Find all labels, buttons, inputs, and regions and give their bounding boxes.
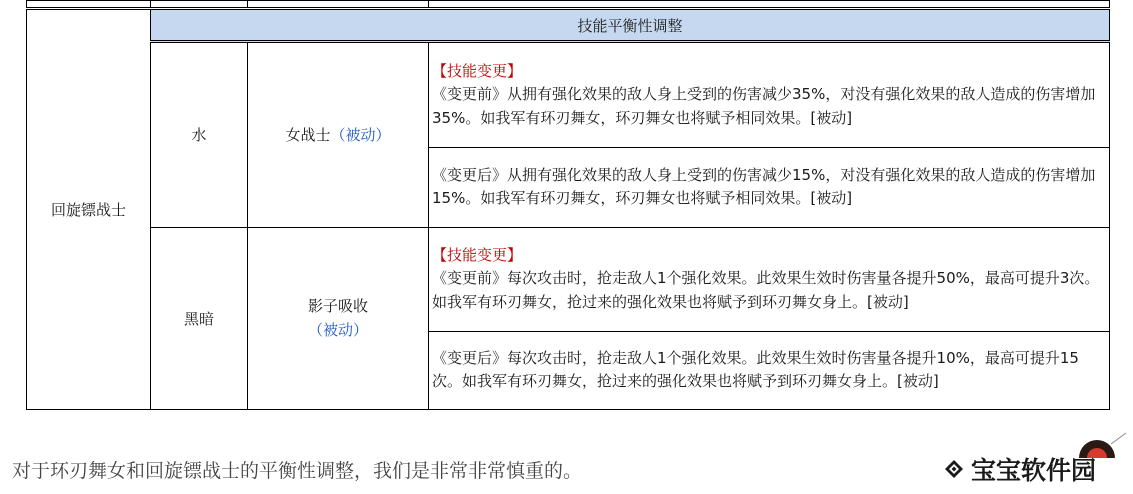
change-label: 【技能变更】: [432, 61, 523, 80]
table-row: [27, 227, 1110, 331]
skill-cell: [248, 227, 429, 409]
hero-name: 回旋镖战士: [50, 201, 126, 219]
before-text: 《变更前》从拥有强化效果的敌人身上受到的伤害减少35%，对没有强化效果的敌人造成的伤害增加35%。如我军有环刃舞女，环刃舞女也将赋予相同效果。[被动]: [432, 85, 1096, 127]
skill-name: 女战士: [285, 125, 331, 144]
table-top-strip: [27, 1, 1110, 9]
skill-name: 影子吸收: [307, 297, 368, 316]
before-desc-cell: [429, 227, 1110, 331]
skill-balance-table: [26, 0, 1110, 410]
element-label: 黑暗: [183, 309, 214, 328]
element-cell: [151, 227, 248, 409]
after-text: 《变更后》每次攻击时，抢走敌人1个强化效果。此效果生效时伤害量各提升10%，最高可提升15次。如我军有环刃舞女，抢过来的强化效果也将赋予到环刃舞女身上。[被动]: [432, 348, 1079, 391]
after-desc-cell: [429, 148, 1110, 227]
change-label: 【技能变更】: [432, 245, 523, 264]
skill-passive-tag: （被动）: [307, 321, 368, 340]
before-text: 《变更前》每次攻击时，抢走敌人1个强化效果。此效果生效时伤害量各提升50%，最高可提升3次。如我军有环刃舞女，抢过来的强化效果也将赋予到环刃舞女身上。[被动]: [432, 269, 1100, 311]
element-label: 水: [191, 126, 207, 145]
table-header: [151, 9, 1110, 42]
brand-watermark: [945, 451, 1096, 487]
element-cell: [151, 42, 248, 227]
after-desc-cell: [429, 331, 1110, 409]
after-text: 《变更后》从拥有强化效果的敌人身上受到的伤害减少15%，对没有强化效果的敌人造成的伤害增加15%。如我军有环刃舞女，环刃舞女也将赋予相同效果。[被动]: [432, 165, 1096, 208]
table-header-title: 技能平衡性调整: [577, 16, 683, 35]
brand-name: 宝宝软件园: [971, 456, 1097, 485]
table-row: [27, 42, 1110, 148]
skill-cell: [248, 42, 429, 227]
hero-name-cell: [27, 9, 151, 410]
skill-passive-tag: （被动）: [330, 125, 391, 144]
before-desc-cell: [429, 42, 1110, 148]
diamond-logo-icon: [945, 460, 963, 478]
footer-caption: 对于环刃舞女和回旋镖战士的平衡性调整，我们是非常非常慎重的。: [12, 460, 583, 482]
